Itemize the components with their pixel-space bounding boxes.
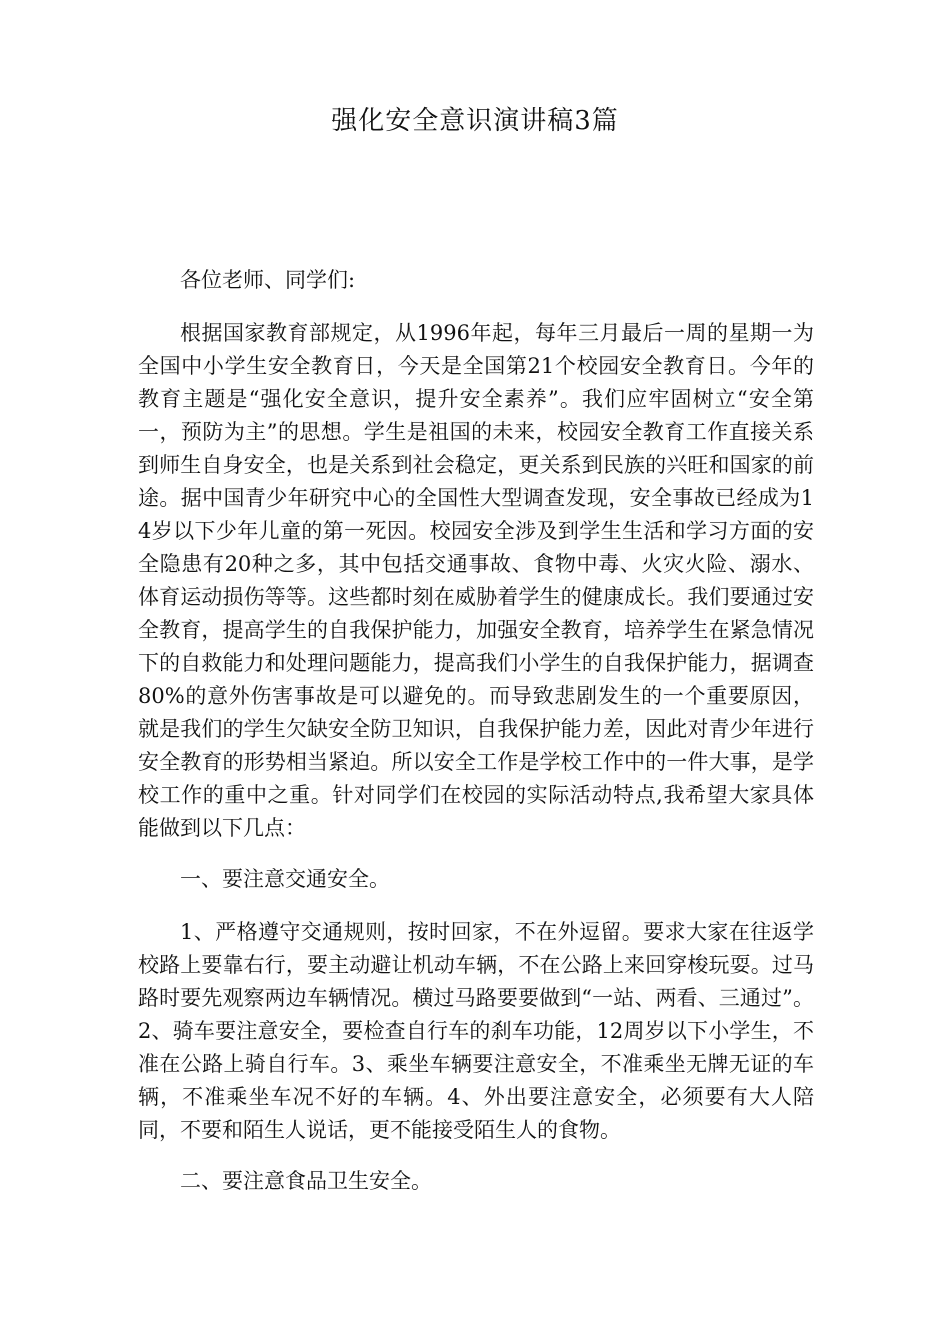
salutation-paragraph: 各位老师、同学们:: [180, 268, 356, 292]
document-body: [138, 264, 814, 1218]
section-heading-traffic: 一、要注意交通安全。: [180, 867, 390, 891]
traffic-rules-paragraph: 1、严格遵守交通规则，按时回家，不在外逗留。要求大家在往返学校路上要靠右行，要主动避让机动车辆，不在公路上来回穿梭玩耍。过马路时要先观察两边车辆情况。横过马路要要做到“一站、两看、三通过”。2、骑车要注意安全，要检查自行车的刹车功能，12周岁以下小学生，不准在公路上骑自行车。3、乘坐车辆要注意安全，不准乘坐无牌无证的车辆，不准乘坐车况不好的车辆。4、外出要注意安全，必须要有大人陪同，不要和陌生人说话，更不能接受陌生人的食物。: [138, 920, 814, 1142]
document-title: 强化安全意识演讲稿3篇: [331, 106, 619, 136]
intro-paragraph: 根据国家教育部规定，从1996年起，每年三月最后一周的星期一为全国中小学生安全教育日，今天是全国第21个校园安全教育日。今年的教育主题是“强化安全意识，提升安全素养”。我们应牢固树立“安全第一，预防为主”的思想。学生是祖国的未来，校园安全教育工作直接关系到师生自身安全，也是关系到社会稳定，更关系到民族的兴旺和国家的前途。据中国青少年研究中心的全国性大型调查发现，安全事故已经成为14岁以下少年儿童的第一死因。校园安全涉及到学生生活和学习方面的安全隐患有20种之多，其中包括交通事故、食物中毒、火灾火险、溺水、体育运动损伤等等。这些都时刻在威胁着学生的健康成长。我们要通过安全教育，提高学生的自我保护能力，加强安全教育，培养学生在紧急情况下的自救能力和处理问题能力，提高我们小学生的自我保护能力，据调查80%的意外伤害事故是可以避免的。而导致悲剧发生的一个重要原因，就是我们的学生欠缺安全防卫知识，自我保护能力差，因此对青少年进行安全教育的形势相当紧迫。所以安全工作是学校工作中的一件大事，是学校工作的重中之重。针对同学们在校园的实际活动特点,我希望大家具体能做到以下几点：: [138, 321, 814, 840]
section-heading-food: 二、要注意食品卫生安全。: [180, 1169, 432, 1193]
